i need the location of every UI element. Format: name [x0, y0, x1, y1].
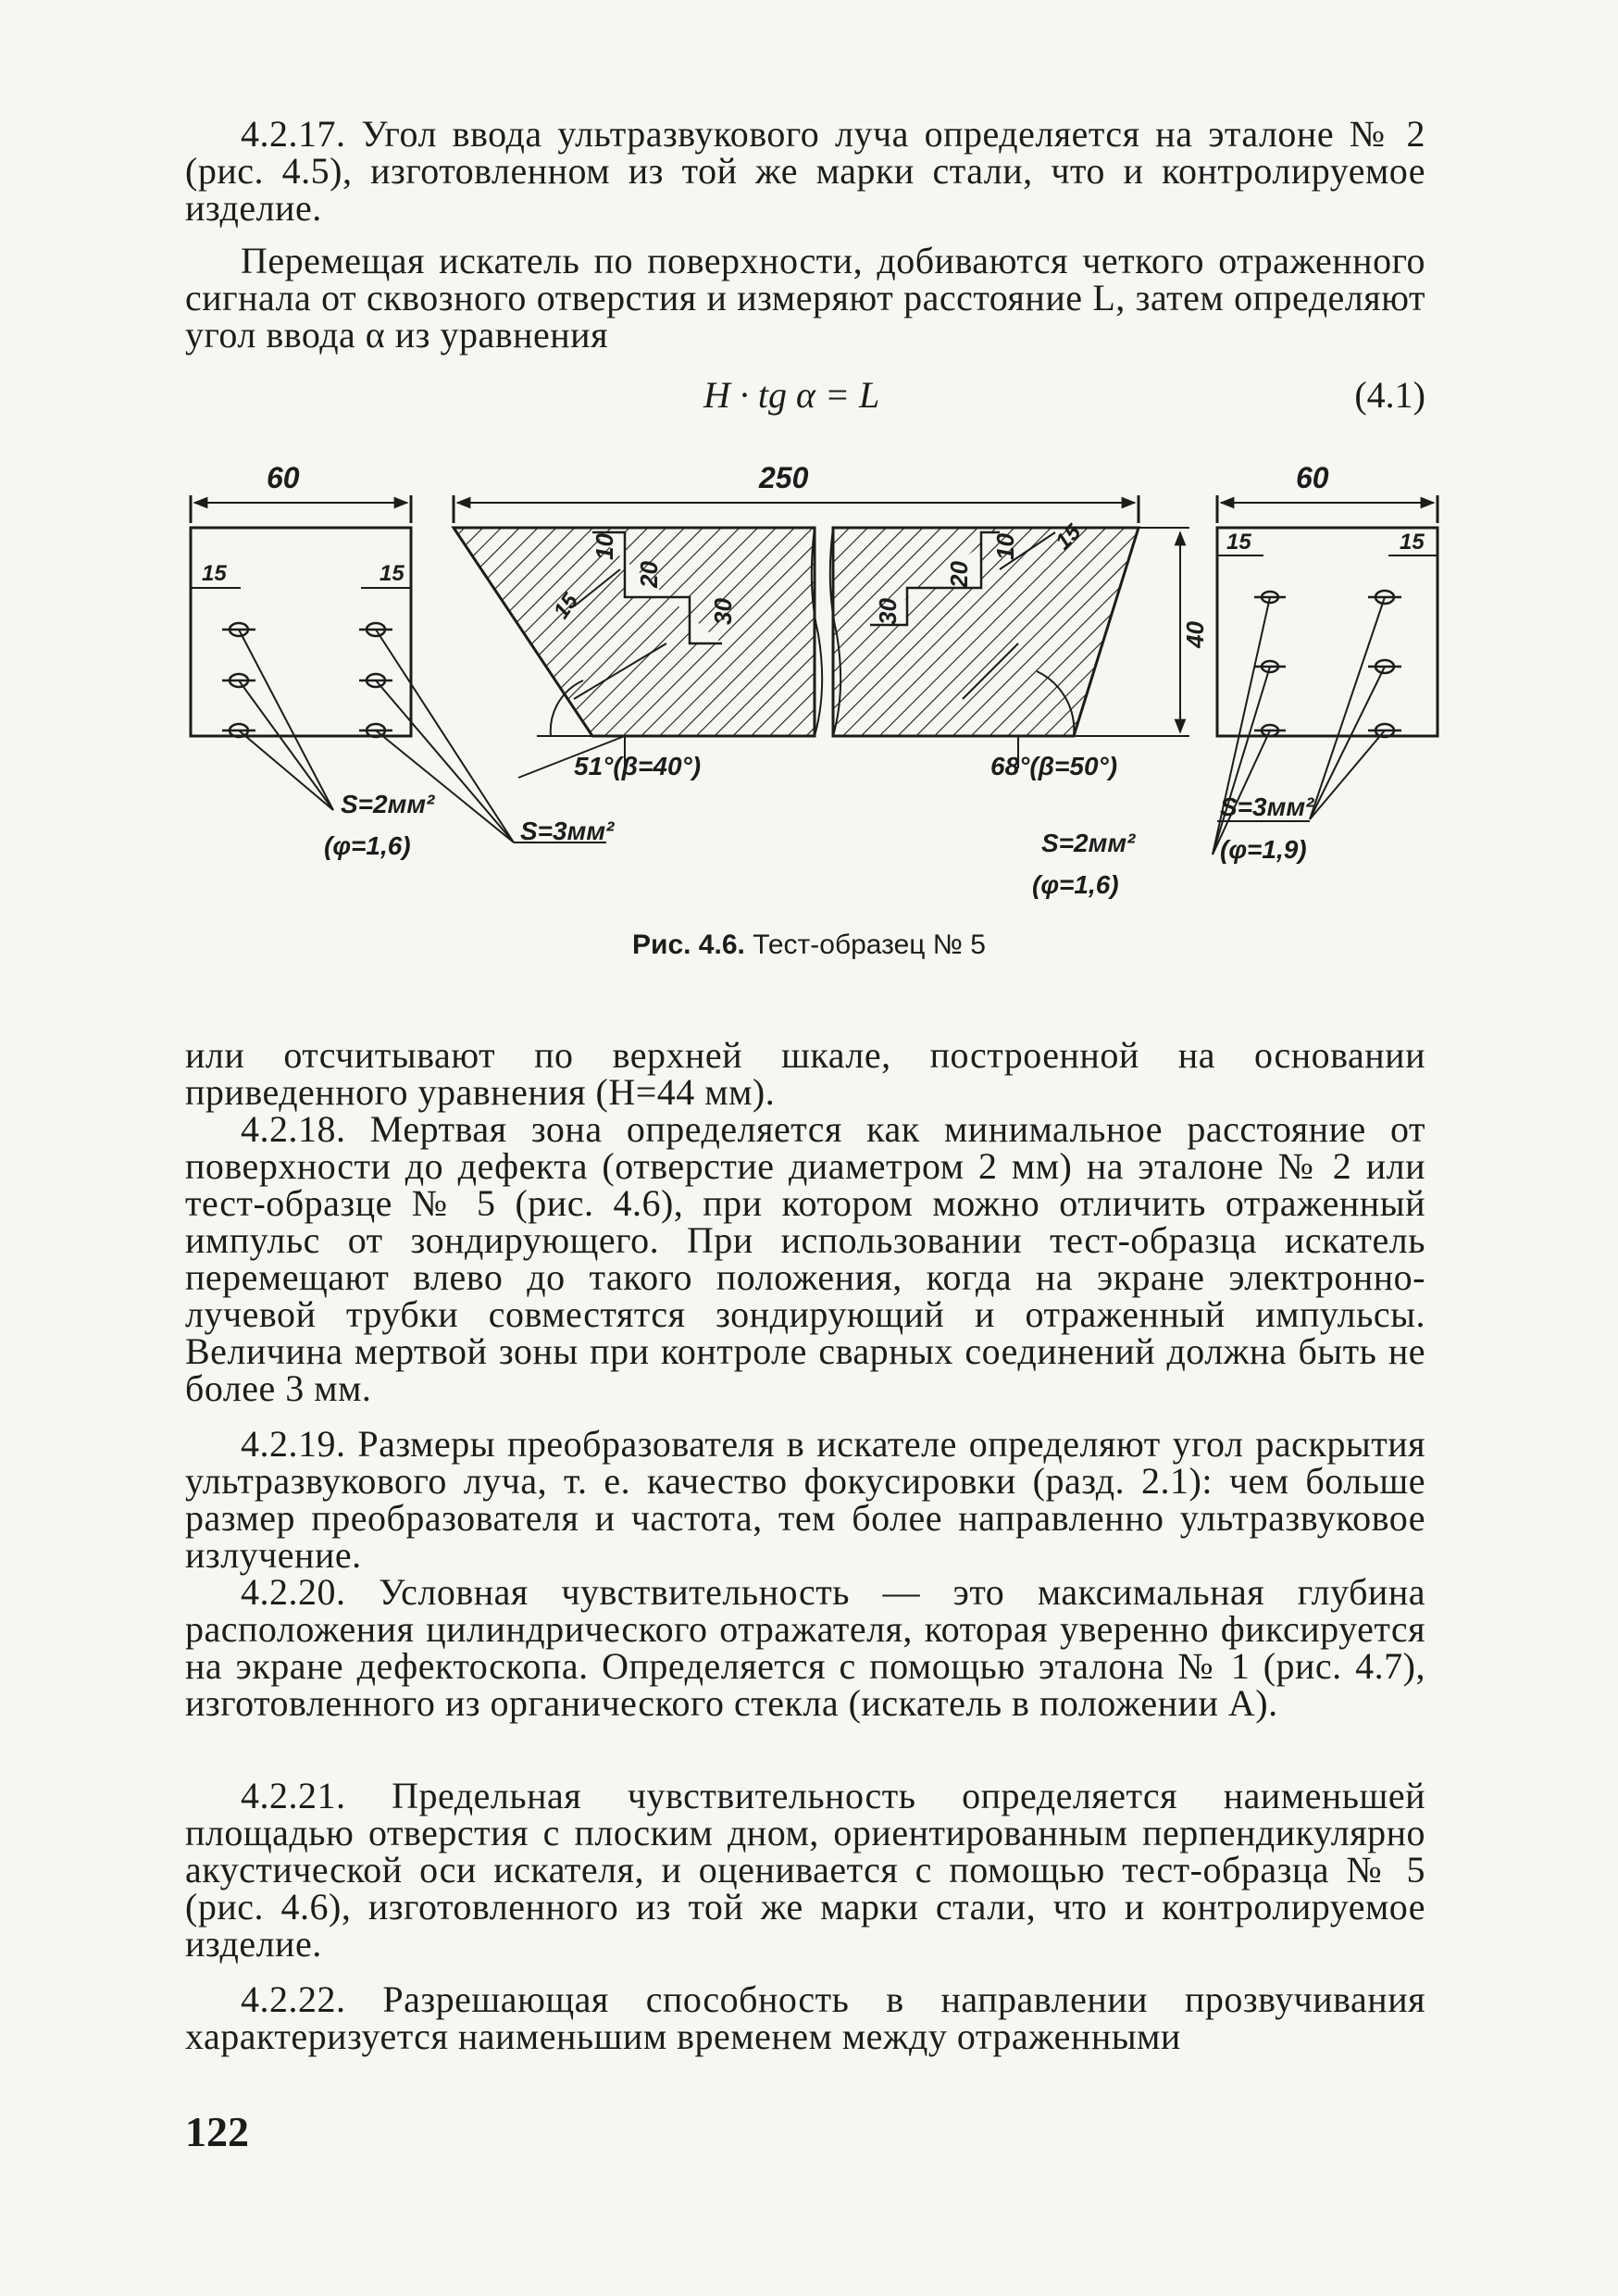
label-depth-30-left: 30 [709, 598, 737, 625]
paragraph-4-2-19: 4.2.19. Размеры преобразователя в искателе определяют угол раскрытия ультразвукового луча, т. е. качество фокусировки (разд. 2.1): чем больше размер преобразователя и частота, тем более направленно ультразвуковое излучение. [185, 1423, 1425, 1576]
label-left-offset-a: 15 [202, 561, 227, 586]
label-depth-15-left: 15 [548, 589, 584, 624]
label-angle-right: 68°(β=50°) [990, 752, 1118, 780]
label-s2-right: S=2мм² [1041, 829, 1136, 857]
label-right-offset-b: 15 [1400, 530, 1425, 555]
figure-test-sample-5 [185, 458, 1462, 930]
label-depth-20-right: 20 [945, 561, 973, 588]
paragraph-4-2-21: 4.2.21. Предельная чувствительность определяется наименьшей площадью отверстия с плоским дном, ориентированным перпендикулярно акустической оси искателя, и оценивается с помощью тест-образца № 5 (рис. 4.6), изготовленного из той же марки стали, что и контролируемое изделие. [185, 1775, 1425, 1965]
label-left-offset-b: 15 [380, 561, 404, 586]
label-angle-left: 51°(β=40°) [574, 752, 702, 780]
caption-number: Рис. 4.6. [632, 930, 745, 960]
label-phi16-right: (φ=1,6) [1032, 870, 1119, 899]
figure-drawing [185, 458, 1462, 930]
label-depth-10-right: 10 [991, 533, 1019, 560]
label-depth-10-left: 10 [591, 533, 618, 560]
paragraph-4-2-18: 4.2.18. Мертвая зона определяется как минимальное расстояние от поверхности до дефекта (отверстие диаметром 2 мм) на эталоне № 2 или тест-образце № 5 (рис. 4.6), при котором можно отличить отраженный импульс от зондирующего. При использовании тест-образца искатель перемещают влево до такого положения, когда на экране электронно-лучевой трубки совместятся зондирующий и отраженный импульсы. Величина мертвой зоны при контроле сварных соединений должна быть не более 3 мм. [185, 1108, 1425, 1409]
label-right-width: 60 [1296, 461, 1329, 494]
figure-caption [0, 930, 1618, 961]
label-depth-30-right: 30 [874, 598, 902, 625]
paragraph-4-2-17: 4.2.17. Угол ввода ультразвукового луча определяется на эталоне № 2 (рис. 4.5), изготовленном из той же марки стали, что и контролируемое изделие. [185, 113, 1425, 229]
caption-text: Тест-образец № 5 [753, 930, 986, 960]
label-s2-left: S=2мм² [341, 790, 435, 818]
paragraph-4-2-20: 4.2.20. Условная чувствительность — это максимальная глубина расположения цилиндрического отражателя, которая уверенно фиксируется на экране дефектоскопа. Определяется с помощью эталона № 1 (рис. 4.7), изготовленного из органического стекла (искатель в положении A). [185, 1571, 1425, 1724]
paragraph-probe-moving: Перемещая искатель по поверхности, добиваются четкого отраженного сигнала от сквозного отверстия и измеряют расстояние L, затем определяют угол ввода α из уравнения [185, 240, 1425, 356]
label-height: 40 [1181, 621, 1209, 648]
specimen-left-part [454, 528, 815, 736]
equation-4-1 [185, 372, 1425, 418]
label-depth-15-right: 15 [1051, 519, 1087, 555]
label-right-offset-a: 15 [1226, 530, 1251, 555]
equation-number: (4.1) [1354, 374, 1425, 416]
page-number: 122 [185, 2108, 249, 2155]
label-s3-left: S=3мм² [520, 817, 615, 845]
specimen-right-part [833, 528, 1139, 736]
paragraph-4-2-22: 4.2.22. Разрешающая способность в направлении прозвучивания характеризуется наименьшим временем между отраженными [185, 1978, 1425, 2057]
label-center-width: 250 [759, 461, 809, 494]
paragraph-scale-reading: или отсчитывают по верхней шкале, построенной на основании приведенного уравнения (H=44 мм). [185, 1034, 1425, 1113]
label-phi19-right: (φ=1,9) [1220, 835, 1307, 864]
label-phi16-left: (φ=1,6) [324, 831, 411, 860]
equation-formula: H · tg α = L [703, 374, 880, 416]
right-block [1217, 528, 1438, 736]
label-s3-right: S=3мм² [1220, 792, 1314, 821]
label-depth-20-left: 20 [635, 561, 663, 588]
label-left-width: 60 [267, 461, 300, 494]
